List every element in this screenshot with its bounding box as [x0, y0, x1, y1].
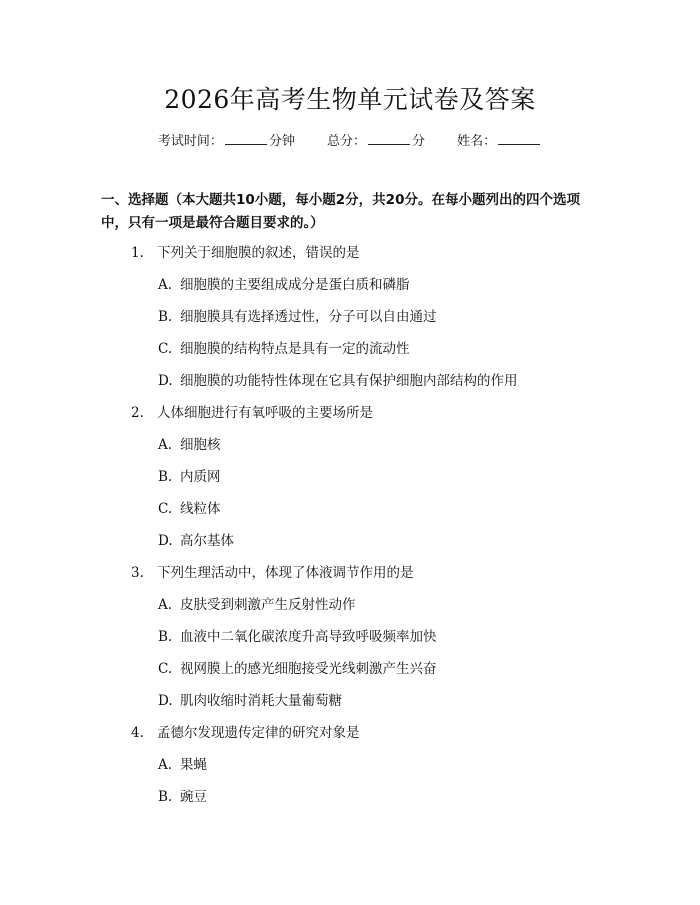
option-letter: C. — [158, 501, 173, 517]
page-title: 2026年高考生物单元试卷及答案 — [164, 85, 536, 114]
option-text: 细胞膜具有选择透过性，分子可以自由通过 — [180, 309, 437, 325]
exam-time-blank — [225, 131, 267, 145]
total-score-label: 总分： — [326, 134, 366, 149]
question-number: 2. — [131, 405, 144, 421]
option-text: 细胞核 — [180, 437, 221, 453]
option-letter: D. — [158, 533, 173, 549]
question-1 — [131, 243, 360, 263]
total-score-blank — [368, 131, 410, 145]
option-letter: B. — [158, 789, 173, 805]
option-letter: D. — [158, 693, 173, 709]
question-1-option-d — [158, 371, 518, 391]
student-name-blank — [498, 131, 540, 145]
question-number: 3. — [131, 565, 144, 581]
option-text: 视网膜上的感光细胞接受光线刺激产生兴奋 — [180, 661, 437, 677]
total-score-field — [327, 131, 425, 152]
question-4-option-b — [158, 787, 207, 807]
question-2-option-a — [158, 435, 221, 455]
question-2-option-c — [158, 499, 221, 519]
option-letter: B. — [158, 309, 173, 325]
question-number: 1. — [131, 245, 144, 261]
option-letter: B. — [158, 469, 173, 485]
option-letter: B. — [158, 629, 173, 645]
question-3 — [131, 563, 414, 583]
question-stem: 孟德尔发现遗传定律的研究对象是 — [157, 725, 360, 741]
option-text: 血液中二氧化碳浓度升高导致呼吸频率加快 — [180, 629, 437, 645]
student-name-field — [457, 131, 542, 152]
option-text: 肌肉收缩时消耗大量葡萄糖 — [180, 693, 342, 709]
question-stem: 人体细胞进行有氧呼吸的主要场所是 — [157, 405, 373, 421]
option-text: 豌豆 — [180, 789, 207, 805]
option-letter: A. — [158, 437, 173, 453]
option-text: 果蝇 — [180, 757, 207, 773]
question-2-option-d — [158, 531, 234, 551]
student-name-label: 姓名： — [457, 134, 497, 149]
question-1-option-c — [158, 339, 410, 359]
option-letter: A. — [158, 277, 173, 293]
option-letter: A. — [158, 757, 173, 773]
question-3-option-b — [158, 627, 437, 647]
exam-time-unit: 分钟 — [268, 134, 295, 149]
exam-time-field — [158, 131, 295, 152]
option-text: 皮肤受到刺激产生反射性动作 — [180, 597, 356, 613]
option-letter: D. — [158, 373, 173, 389]
total-score-unit: 分 — [412, 134, 426, 149]
question-stem: 下列关于细胞膜的叙述，错误的是 — [157, 245, 360, 261]
option-text: 细胞膜的功能特性体现在它具有保护细胞内部结构的作用 — [180, 373, 518, 389]
option-letter: A. — [158, 597, 173, 613]
section-heading: 一、选择题（本大题共10小题，每小题2分，共20分。在每小题列出的四个选项中，只有一项是最符合题目要求的。） — [101, 192, 580, 231]
question-2 — [131, 403, 373, 423]
question-3-option-c — [158, 659, 437, 679]
option-text: 细胞膜的结构特点是具有一定的流动性 — [180, 341, 410, 357]
exam-meta — [0, 131, 700, 152]
question-1-option-b — [158, 307, 437, 327]
option-text: 内质网 — [180, 469, 221, 485]
question-4 — [131, 723, 360, 743]
question-1-option-a — [158, 275, 410, 295]
question-number: 4. — [131, 725, 144, 741]
question-3-option-d — [158, 691, 342, 711]
question-2-option-b — [158, 467, 221, 487]
question-4-option-a — [158, 755, 207, 775]
option-text: 高尔基体 — [180, 533, 234, 549]
question-3-option-a — [158, 595, 356, 615]
option-letter: C. — [158, 661, 173, 677]
option-letter: C. — [158, 341, 173, 357]
exam-time-label: 考试时间： — [157, 134, 223, 149]
option-text: 线粒体 — [180, 501, 221, 517]
option-text: 细胞膜的主要组成成分是蛋白质和磷脂 — [180, 277, 410, 293]
question-stem: 下列生理活动中，体现了体液调节作用的是 — [157, 565, 414, 581]
